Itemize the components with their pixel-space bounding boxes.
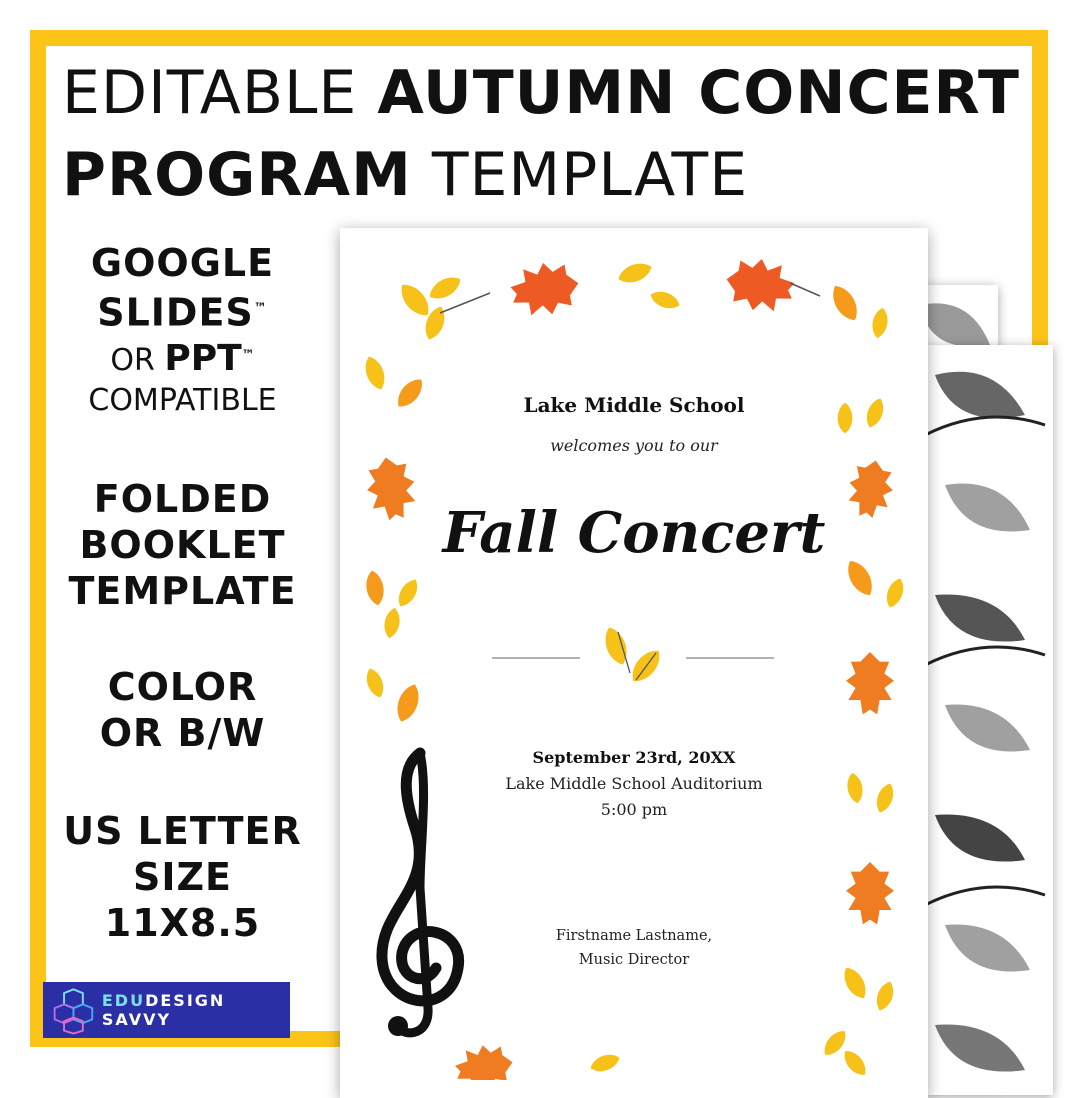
tm-mark-2: ™ [241, 347, 255, 363]
director-role: Music Director [578, 952, 690, 968]
compat-line4: COMPATIBLE [88, 382, 277, 418]
size-block [50, 808, 315, 946]
compat-or: OR [110, 342, 165, 378]
director-name: Firstname Lastname, [555, 928, 713, 944]
booklet-block [50, 476, 315, 614]
brand-name-rest: DESIGN SAVVY [101, 991, 226, 1029]
welcome-text: welcomes you to our [550, 436, 718, 455]
color-block [50, 664, 315, 756]
color-line2: OR B/W [99, 711, 266, 755]
leaf-icon [395, 254, 890, 343]
bw-sheet-middle [925, 345, 1053, 1095]
compat-ppt: PPT [164, 337, 242, 379]
brand-badge [43, 982, 290, 1038]
program-cover [340, 228, 928, 1098]
headline-part1: EDITABLE [62, 58, 378, 128]
divider [492, 624, 774, 687]
compat-line1: GOOGLE [90, 241, 275, 285]
size-line2: SIZE [132, 855, 233, 899]
bw-leaf-pattern-2 [925, 345, 1053, 1095]
compatibility-block [50, 240, 315, 421]
tm-mark-1: ™ [253, 301, 268, 316]
folded-line1: FOLDED [93, 477, 272, 521]
concert-title: Fall Concert [442, 500, 826, 566]
edudesign-logo-icon [49, 984, 98, 1036]
concert-venue: Lake Middle School Auditorium [505, 774, 763, 793]
concert-time: 5:00 pm [600, 800, 668, 819]
concert-date: September 23rd, 20XX [532, 748, 736, 767]
headline [62, 52, 1042, 216]
treble-clef-icon [382, 753, 459, 1036]
headline-part2: AUTUMN CONCERT [377, 58, 1020, 128]
folded-line3: TEMPLATE [68, 569, 297, 613]
headline-part3: PROGRAM [62, 140, 412, 210]
brand-name-edu: EDU [101, 991, 146, 1010]
headline-part4: TEMPLATE [411, 140, 749, 210]
size-line1: US LETTER [63, 809, 302, 853]
size-line3: 11X8.5 [104, 901, 261, 945]
school-name: Lake Middle School [523, 393, 745, 417]
folded-line2: BOOKLET [79, 523, 286, 567]
color-line1: COLOR [107, 665, 258, 709]
compat-line2: SLIDES [97, 290, 254, 335]
